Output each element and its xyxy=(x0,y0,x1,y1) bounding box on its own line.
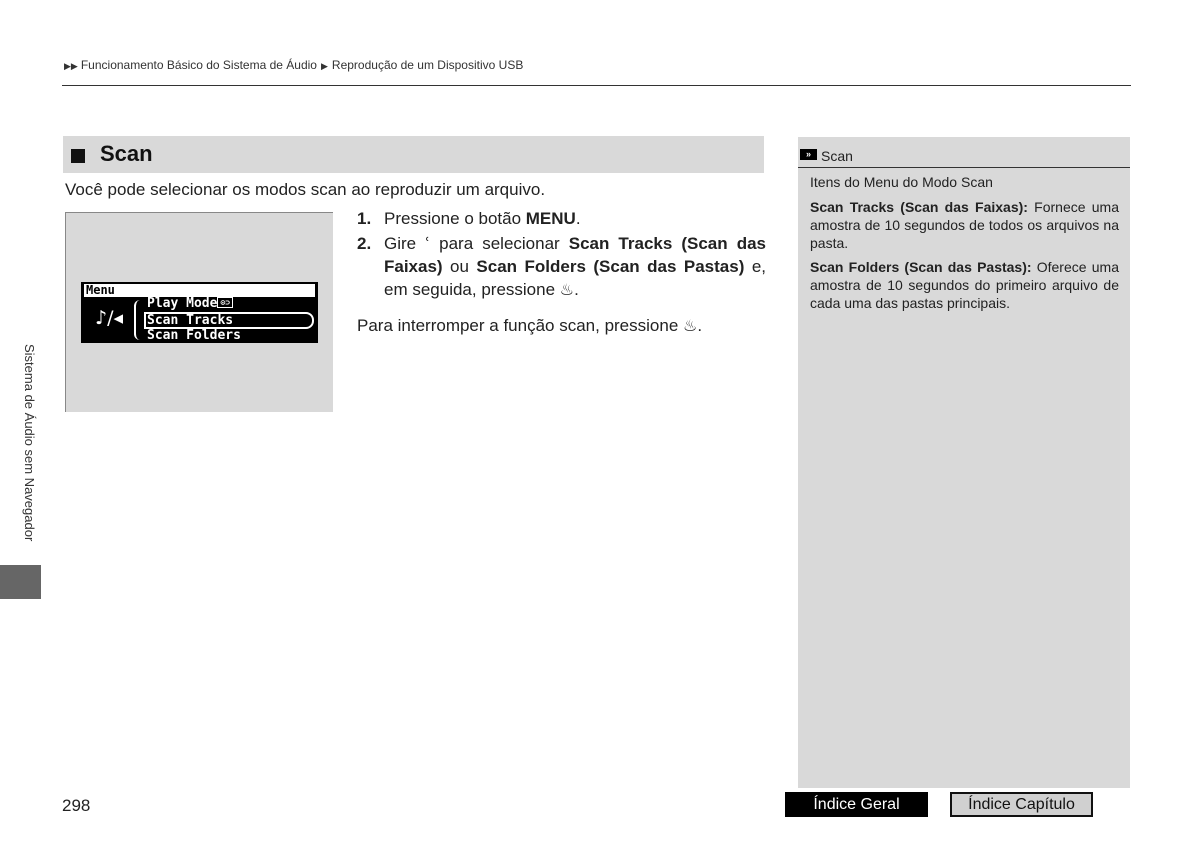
display-item-play-mode: Play Mode ⊙⊃ xyxy=(147,296,233,311)
display-menu-title: Menu xyxy=(84,284,315,297)
display-item-scan-folders: Scan Folders xyxy=(147,328,241,343)
press-knob-icon: ♨ xyxy=(683,316,698,335)
sidebar-note-scan-tracks: Scan Tracks (Scan das Faixas): Fornece uma amostra de 10 segundos de todos os arquivos na pasta. xyxy=(810,199,1119,251)
audio-display-screen xyxy=(81,282,318,343)
display-item-scan-tracks-selected: Scan Tracks xyxy=(144,312,314,329)
breadcrumb-link-usb-playback[interactable]: Reprodução de um Dispositivo USB xyxy=(331,58,524,72)
square-bullet-icon xyxy=(71,149,85,163)
intro-text: Você pode selecionar os modos scan ao reproduzir um arquivo. xyxy=(65,180,546,199)
chapter-index-button[interactable]: Índice Capítulo xyxy=(950,792,1093,817)
section-title: Scan xyxy=(100,141,153,166)
menu-button-label: MENU xyxy=(525,209,576,228)
double-arrow-icon: ▶▶ xyxy=(64,61,78,71)
sidebar-header xyxy=(798,147,1130,168)
sidebar-title: Scan xyxy=(821,148,853,164)
scan-tracks-label: Scan Tracks (Scan das Faixas) xyxy=(384,234,766,276)
chapter-tab-marker xyxy=(0,565,41,599)
sidebar-subtitle: Itens do Menu do Modo Scan xyxy=(810,174,993,190)
sidebar-note-scan-folders: Scan Folders (Scan das Pastas): Oferece uma amostra de 10 segundos do primeiro arquivo de cada uma das pastas principais. xyxy=(810,259,1119,311)
section-header xyxy=(63,136,764,173)
play-mode-tag-icon: ⊙⊃ xyxy=(217,297,233,308)
arrow-icon: ▶ xyxy=(320,61,328,71)
scan-folders-label: Scan Folders (Scan das Pastas) xyxy=(476,257,745,276)
sidebar-notes xyxy=(798,137,1130,788)
instruction-steps xyxy=(357,207,766,303)
menu-bracket xyxy=(134,300,140,340)
step-number: 2. xyxy=(357,234,372,253)
breadcrumb xyxy=(64,58,523,72)
page-number: 298 xyxy=(62,796,91,815)
breadcrumb-link-audio-basics[interactable]: Funcionamento Básico do Sistema de Áudio xyxy=(80,58,317,72)
reference-arrow-icon: » xyxy=(800,149,817,160)
header-divider xyxy=(62,85,1131,86)
music-note-icon: ♪/◂ xyxy=(95,307,124,329)
step-2: 2. Gire ՙ para selecionar Scan Tracks (Scan das Faixas) ou Scan Folders (Scan das Pastas) e, em seguida, pressione ♨. xyxy=(357,234,766,299)
step-1: 1. Pressione o botão MENU. xyxy=(357,209,581,228)
rotate-knob-icon: ՙ xyxy=(425,234,431,253)
general-index-button[interactable]: Índice Geral xyxy=(785,792,928,817)
step-number: 1. xyxy=(357,209,372,228)
chapter-tab-label: Sistema de Áudio sem Navegador xyxy=(22,344,37,542)
stop-scan-text: Para interromper a função scan, pressione ♨. xyxy=(357,316,703,335)
press-knob-icon: ♨ xyxy=(559,280,575,299)
